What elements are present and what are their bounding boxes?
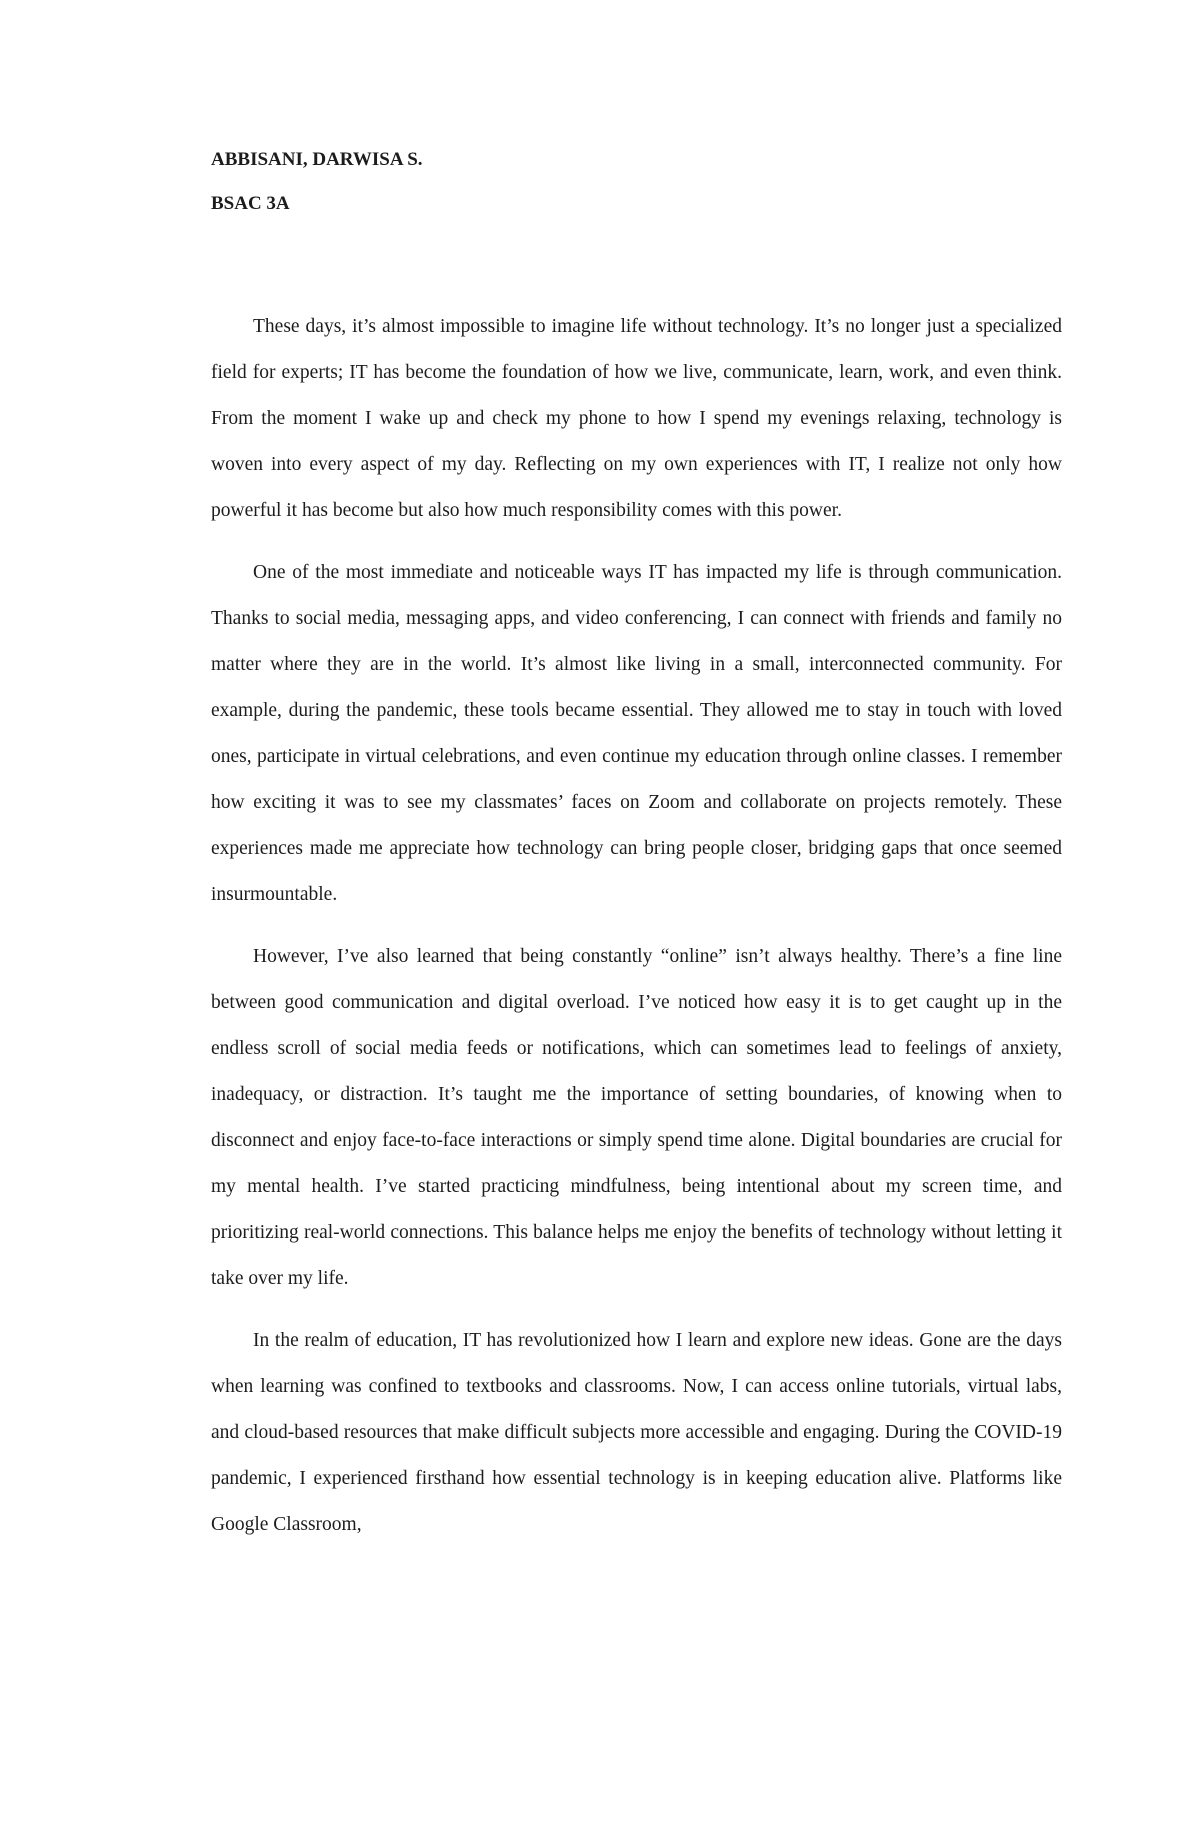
student-section: BSAC 3A [211,193,290,214]
paragraph-4: In the realm of education, IT has revolutionized how I learn and explore new ideas. Gone are the days when learning was confined to textbooks and classrooms. Now, I can access online tutorials, virtual labs, and cloud-based resources that make difficult subjects more accessible and engaging. During the COVID-19 pandemic, I experienced firsthand how essential technology is in keeping education alive. Platforms like Google Classroom, [211,1330,1062,1535]
student-name: ABBISANI, DARWISA S. [211,149,423,170]
paragraph-2: One of the most immediate and noticeable ways IT has impacted my life is through communication. Thanks to social media, messaging apps, and video conferencing, I can connect with friends and family no matter where they are in the world. It’s almost like living in a small, interconnected community. For example, during the pandemic, these tools became essential. They allowed me to stay in touch with loved ones, participate in virtual celebrations, and even continue my education through online classes. I remember how exciting it was to see my classmates’ faces on Zoom and collaborate on projects remotely. These experiences made me appreciate how technology can bring people closer, bridging gaps that once seemed insurmountable. [211,562,1062,905]
paragraph-1: These days, it’s almost impossible to imagine life without technology. It’s no longer just a specialized field for experts; IT has become the foundation of how we live, communicate, learn, work, and even think. From the moment I wake up and check my phone to how I spend my evenings relaxing, technology is woven into every aspect of my day. Reflecting on my own experiences with IT, I realize not only how powerful it has become but also how much responsibility comes with this power. [211,316,1062,521]
paragraph-3: However, I’ve also learned that being constantly “online” isn’t always healthy. There’s a fine line between good communication and digital overload. I’ve noticed how easy it is to get caught up in the endless scroll of social media feeds or notifications, which can sometimes lead to feelings of anxiety, inadequacy, or distraction. It’s taught me the importance of setting boundaries, of knowing when to disconnect and enjoy face-to-face interactions or simply spend time alone. Digital boundaries are crucial for my mental health. I’ve started practicing mindfulness, being intentional about my screen time, and prioritizing real-world connections. This balance helps me enjoy the benefits of technology without letting it take over my life. [211,946,1062,1289]
essay-body [211,304,1062,1564]
